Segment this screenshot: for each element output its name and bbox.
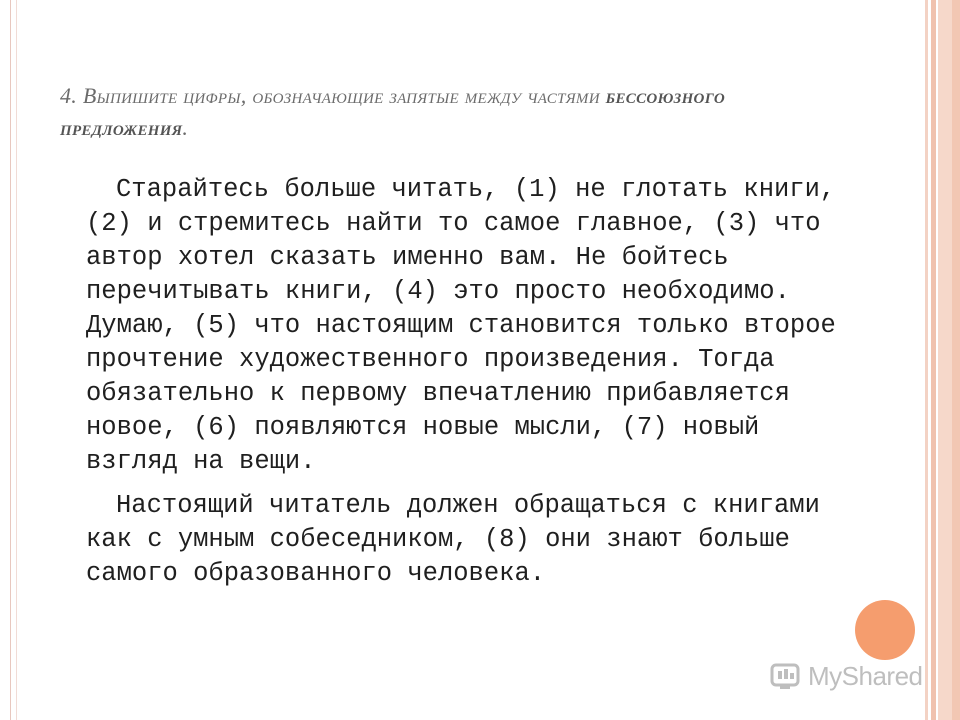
paragraph-1: Старайтесь больше читать, (1) не глотать книги, (2) и стремитесь найти то самое главное, (3) что автор хотел сказать именно вам. Не бойтесь перечитывать книги, (4) это просто необходимо. Думаю, (5) что настоящим становится только второе прочтение художественного произведения. Тогда обязательно к первому впечатлению прибавляется новое, (6) появляются новые мысли, (7) новый взгляд на вещи.	[86, 175, 836, 476]
title-emphasis: бессоюзного предложения	[60, 83, 725, 140]
slide-body	[86, 173, 846, 591]
paragraph-2: Настоящий читатель должен обращаться с книгами как с умным собеседником, (8) они знают больше самого образованного человека.	[86, 491, 820, 588]
right-decor-stripe	[925, 0, 928, 720]
right-decor-stripe	[931, 0, 936, 720]
title-suffix: .	[182, 115, 189, 140]
slide-title	[60, 80, 820, 144]
mysharedlogo-icon	[768, 659, 802, 693]
right-decor-stripe	[952, 0, 960, 720]
left-border-line-inner	[16, 0, 17, 720]
title-prefix: 4. Выпишите цифры, обозначающие запятые между частями	[60, 83, 606, 108]
watermark	[768, 656, 923, 696]
decor-circle	[855, 600, 915, 660]
left-border-line	[10, 0, 11, 720]
watermark-text: MyShared	[808, 660, 923, 691]
right-decor-stripe	[938, 0, 952, 720]
